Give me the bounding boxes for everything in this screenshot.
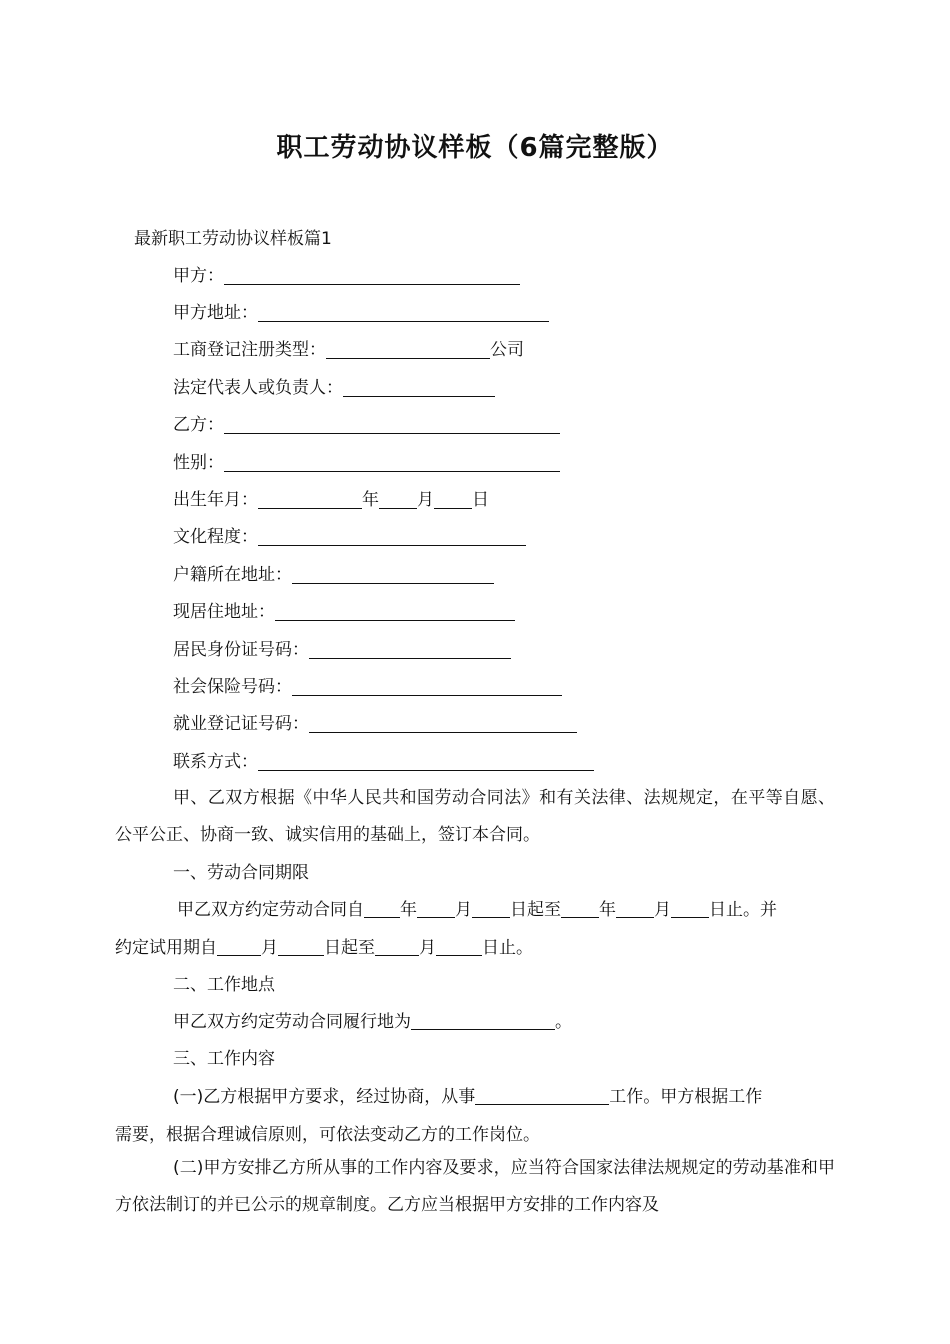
month-label: 月 — [417, 490, 434, 510]
blank-line[interactable] — [411, 1009, 555, 1030]
blank-line[interactable] — [326, 338, 490, 359]
field-party-b — [173, 411, 560, 439]
blank-line[interactable] — [258, 488, 362, 509]
text-span: 日起至 — [324, 938, 375, 958]
blank-line[interactable] — [475, 1084, 609, 1105]
text-span: 年 — [599, 900, 616, 920]
blank-line[interactable] — [217, 935, 261, 956]
field-legal-rep — [173, 374, 495, 402]
blank-line[interactable] — [616, 897, 654, 918]
blank-line[interactable] — [379, 488, 417, 509]
blank-line[interactable] — [258, 301, 549, 322]
blank-line[interactable] — [436, 935, 482, 956]
text-span: 约定试用期自 — [115, 938, 217, 958]
text-span: 日止。 — [482, 938, 533, 958]
section-3-paragraph-2: (二)甲方安排乙方所从事的工作内容及要求，应当符合国家法律法规规定的劳动基准和甲方依法制订的并已公示的规章制度。乙方应当根据甲方安排的工作内容及 — [115, 1158, 835, 1215]
day-label: 日 — [472, 490, 489, 510]
field-residence — [173, 598, 515, 626]
blank-line[interactable] — [258, 525, 526, 546]
blank-line[interactable] — [343, 376, 495, 397]
field-contact — [173, 748, 594, 776]
field-party-a — [173, 262, 520, 290]
field-label: 工商登记注册类型： — [173, 340, 326, 360]
section-1-line-2 — [115, 934, 533, 962]
text-span: 年 — [400, 900, 417, 920]
field-label: 法定代表人或负责人： — [173, 378, 343, 398]
field-employment-reg — [173, 710, 577, 738]
text-span: 甲乙双方约定劳动合同履行地为 — [173, 1012, 411, 1032]
field-education — [173, 523, 526, 551]
field-reg-type — [173, 336, 524, 364]
field-label: 乙方： — [173, 415, 224, 435]
field-social-security — [173, 673, 562, 701]
blank-line[interactable] — [309, 712, 577, 733]
section-1-heading: 一、劳动合同期限 — [173, 863, 309, 883]
year-label: 年 — [362, 490, 379, 510]
field-label: 现居住地址： — [173, 602, 275, 622]
text-span: 。 — [555, 1012, 572, 1032]
blank-line[interactable] — [275, 600, 515, 621]
blank-line[interactable] — [434, 488, 472, 509]
text-span: 日起至 — [510, 900, 561, 920]
blank-line[interactable] — [224, 264, 520, 285]
blank-line[interactable] — [224, 451, 560, 472]
blank-line[interactable] — [472, 897, 510, 918]
blank-line[interactable] — [375, 935, 419, 956]
field-id-number — [173, 636, 511, 664]
blank-line[interactable] — [292, 675, 562, 696]
field-hukou — [173, 561, 494, 589]
document-title: 职工劳动协议样板（6篇完整版） — [276, 133, 674, 163]
blank-line[interactable] — [224, 413, 560, 434]
field-label: 甲方地址： — [173, 303, 258, 323]
field-label: 居民身份证号码： — [173, 640, 309, 660]
section-2-heading: 二、工作地点 — [173, 975, 275, 995]
field-label: 出生年月： — [173, 490, 258, 510]
field-suffix: 公司 — [490, 340, 524, 360]
section-1-line-1 — [177, 896, 777, 924]
blank-line[interactable] — [278, 935, 324, 956]
text-span: (一)乙方根据甲方要求，经过协商，从事 — [173, 1087, 476, 1107]
text-span: 月 — [654, 900, 671, 920]
section-3-line-2: 需要，根据合理诚信原则，可依法变动乙方的工作岗位。 — [115, 1125, 540, 1145]
field-label: 性别： — [173, 453, 224, 473]
text-span: 月 — [455, 900, 472, 920]
field-label: 社会保险号码： — [173, 677, 292, 697]
text-span: 月 — [261, 938, 278, 958]
field-label: 联系方式： — [173, 752, 258, 772]
section-subtitle: 最新职工劳动协议样板篇1 — [134, 229, 332, 249]
field-label: 就业登记证号码： — [173, 714, 309, 734]
blank-line[interactable] — [671, 897, 709, 918]
field-party-a-address — [173, 299, 549, 327]
field-birth — [173, 486, 489, 514]
field-gender — [173, 449, 560, 477]
blank-line[interactable] — [258, 750, 594, 771]
text-span: 日止。并 — [709, 900, 777, 920]
section-3-line-1 — [173, 1083, 762, 1111]
section-3-heading: 三、工作内容 — [173, 1049, 275, 1069]
text-span: 工作。甲方根据工作 — [609, 1087, 763, 1107]
blank-line[interactable] — [309, 638, 511, 659]
blank-line[interactable] — [364, 897, 400, 918]
blank-line[interactable] — [561, 897, 599, 918]
section-2-line — [173, 1008, 572, 1036]
blank-line[interactable] — [292, 563, 494, 584]
text-span: 月 — [419, 938, 436, 958]
text-span: 甲乙双方约定劳动合同自 — [177, 900, 364, 920]
field-label: 户籍所在地址： — [173, 565, 292, 585]
field-label: 甲方： — [173, 266, 224, 286]
intro-paragraph: 甲、乙双方根据《中华人民共和国劳动合同法》和有关法律、法规规定，在平等自愿、公平公正、协商一致、诚实信用的基础上，签订本合同。 — [115, 788, 835, 845]
field-label: 文化程度： — [173, 527, 258, 547]
blank-line[interactable] — [417, 897, 455, 918]
